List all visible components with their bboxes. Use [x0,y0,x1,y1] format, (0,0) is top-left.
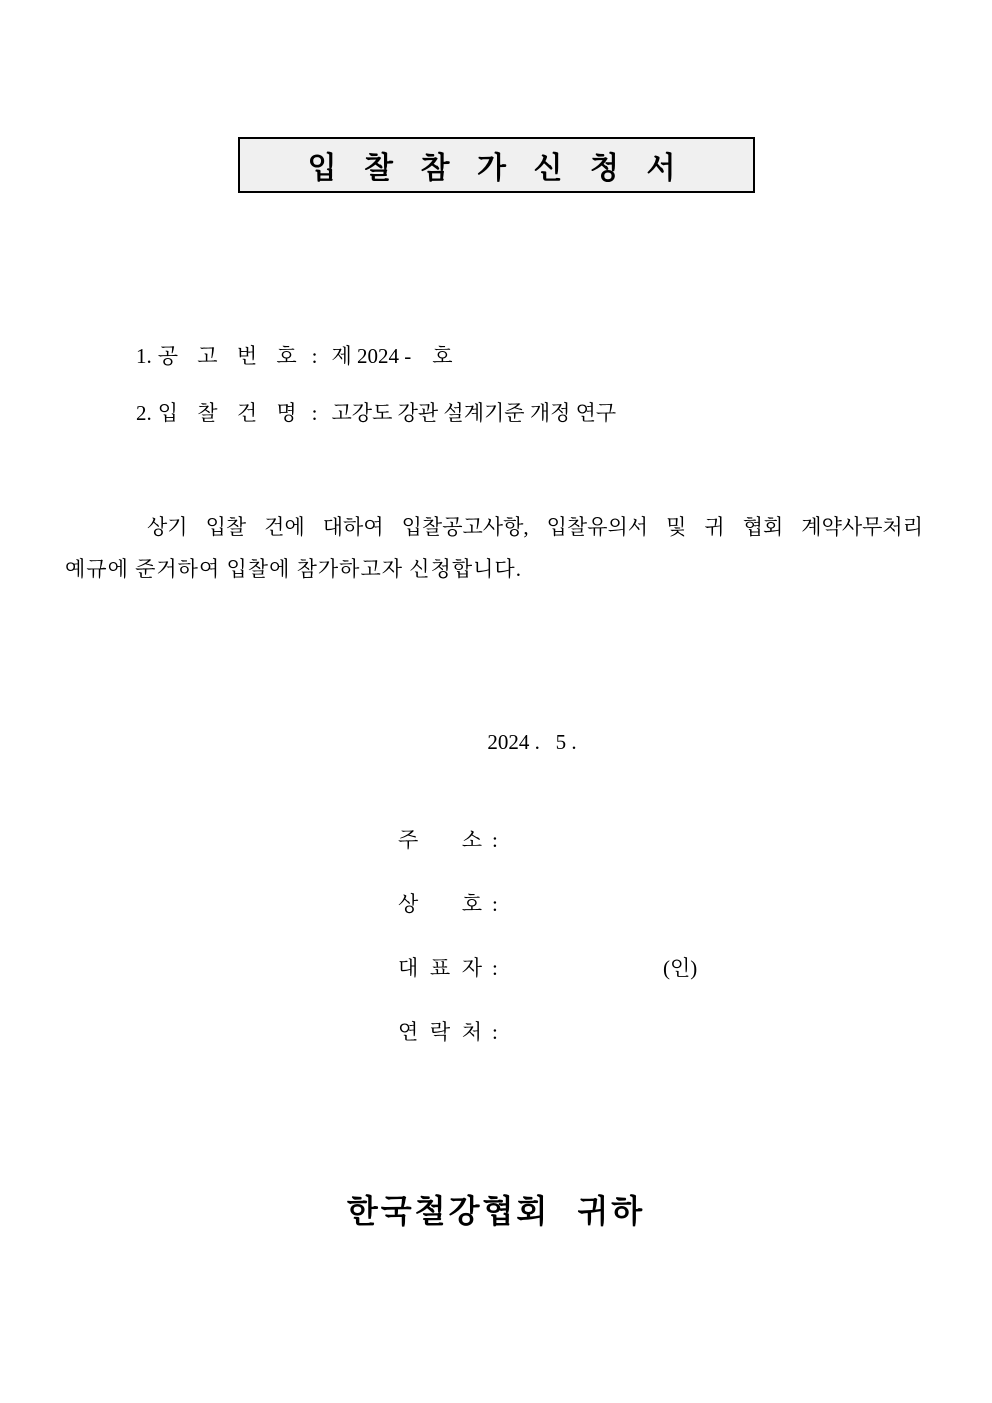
item-number: 1. [136,344,152,368]
field-separator: : [492,956,498,980]
document-title-box [238,137,755,193]
form-row-contact [398,1018,898,1046]
item-separator: : [311,401,318,425]
item-label: 공 고 번 호 [157,344,304,368]
field-separator: : [492,892,498,916]
applicant-form [398,826,898,1082]
field-label: 주 소 [398,828,482,852]
seal-mark: (인) [663,956,698,980]
body-paragraph [65,506,923,590]
document-date: 2024 . 5 . [487,730,577,754]
item-label: 입 찰 건 명 [157,401,304,425]
item-separator: : [311,344,318,368]
body-paragraph-line: 예규에 준거하여 입찰에 참가하고자 신청합니다. [65,557,522,581]
field-label: 상 호 [398,892,482,916]
body-paragraph-line: 상기 입찰 건에 대하여 입찰공고사항, 입찰유의서 및 귀 협회 계약사무처리 [147,515,923,539]
form-row-address [398,826,898,854]
field-separator: : [492,1020,498,1044]
item-number: 2. [136,401,152,425]
item-value: 고강도 강관 설계기준 개정 연구 [331,401,617,425]
form-row-representative [398,954,898,982]
field-separator: : [492,828,498,852]
field-label: 연 락 처 [398,1020,482,1044]
document-title: 입 찰 참 가 신 청 서 [307,152,686,185]
form-row-company-name [398,890,898,918]
field-label: 대 표 자 [398,956,482,980]
item-value: 제 2024 - 호 [331,344,453,368]
item-bid-title [115,371,616,455]
recipient-line: 한국철강협회 귀하 [346,1193,646,1229]
